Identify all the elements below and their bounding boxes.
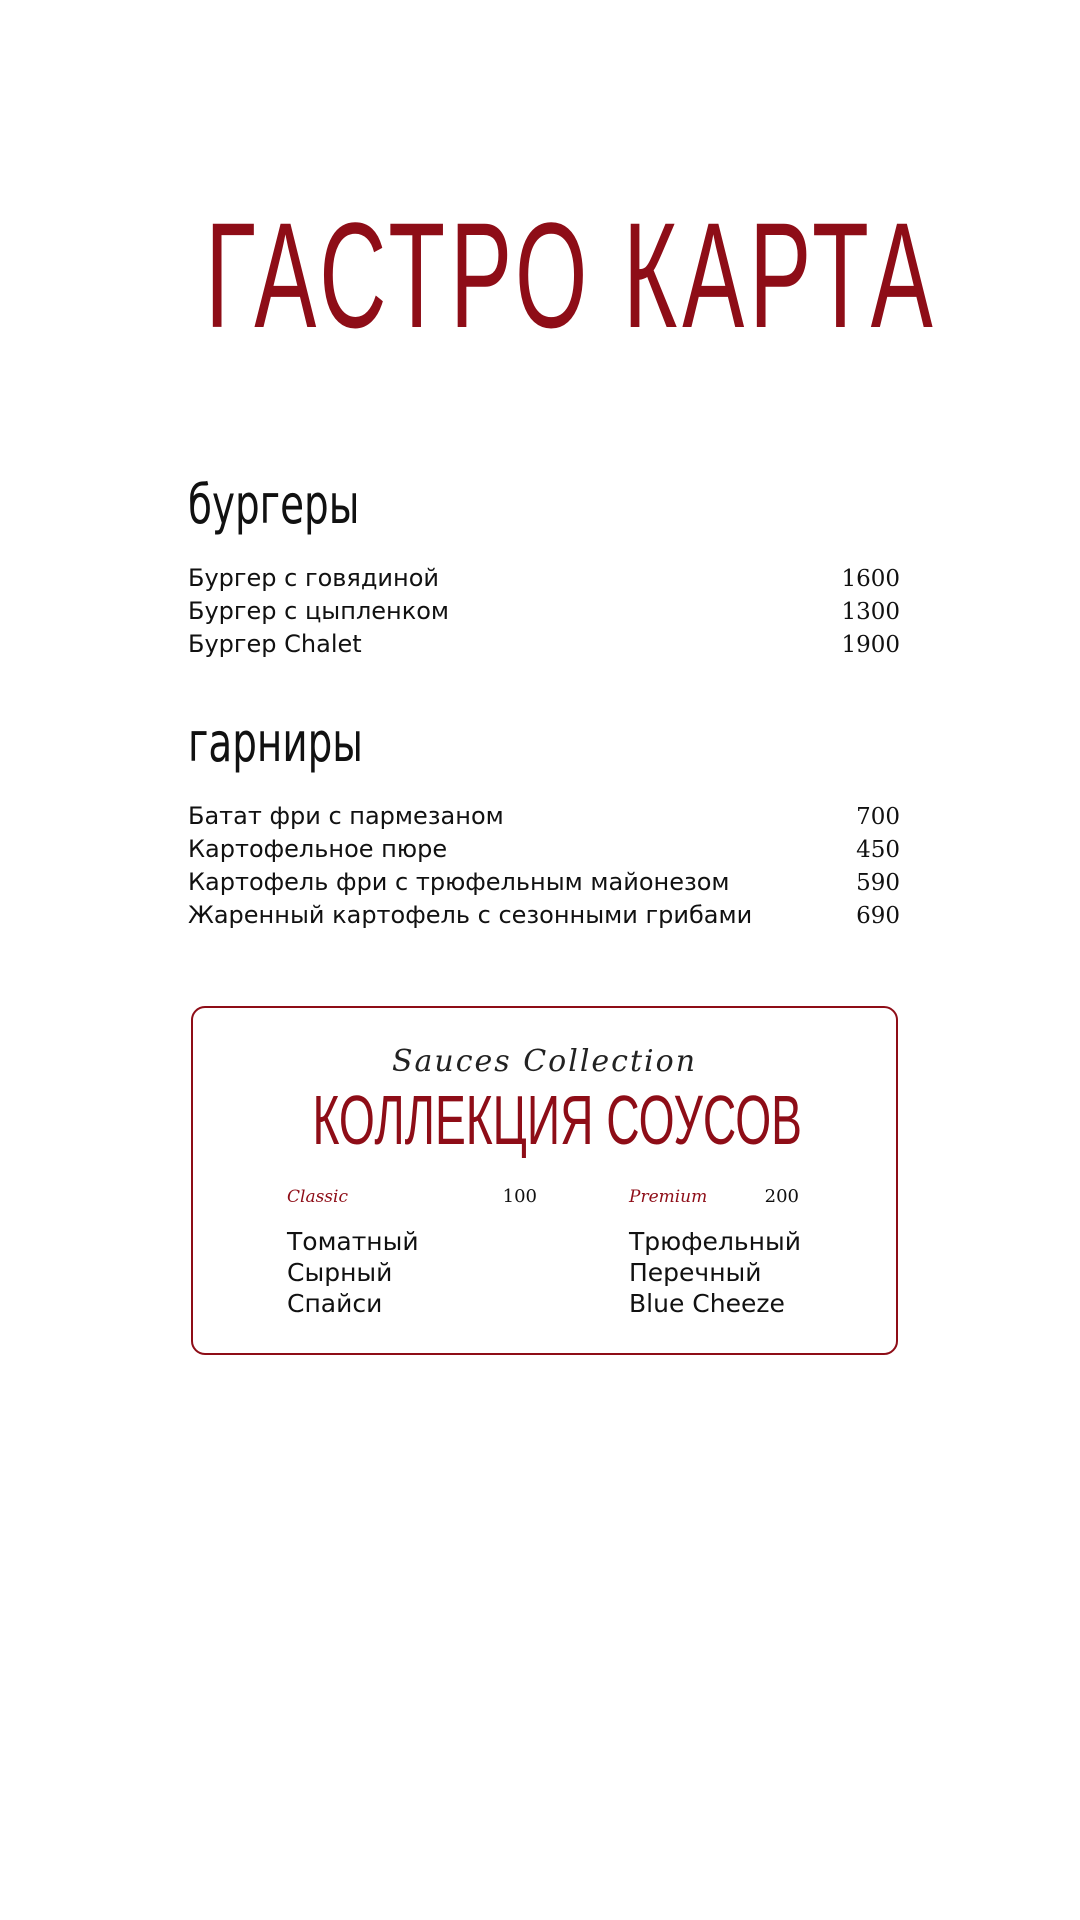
menu-item-name: Бургер с говядиной [188, 564, 440, 592]
sauces-script-title: Sauces Collection [391, 1044, 698, 1079]
brand-logo: ГАСТРО КАРТА [205, 191, 938, 359]
menu-item [188, 628, 900, 661]
menu-item-price: 590 [856, 870, 900, 896]
burgers-heading: бургеры [188, 473, 360, 536]
menu-item [188, 595, 900, 628]
menu-item [188, 866, 900, 899]
menu-item-price: 450 [856, 837, 900, 863]
sauces-panel [191, 1006, 898, 1355]
sauce-item: Перечный [629, 1258, 762, 1287]
sauces-classic-price: 100 [502, 1186, 537, 1207]
sides-heading: гарниры [188, 711, 364, 774]
sauces-title: КОЛЛЕКЦИЯ СОУСОВ [312, 1081, 802, 1159]
menu-item-name: Картофель фри с трюфельным майонезом [188, 868, 730, 896]
menu-item [188, 899, 900, 932]
burgers-section [188, 474, 900, 661]
sauces-premium-column [629, 1186, 879, 1319]
menu-item-price: 1900 [841, 632, 900, 658]
sauces-classic-header [287, 1186, 537, 1226]
sauces-classic-column [287, 1186, 537, 1319]
sauce-item: Томатный [287, 1227, 419, 1256]
menu-item-name: Бургер с цыпленком [188, 597, 450, 625]
sauces-premium-header [629, 1186, 879, 1226]
sauce-item: Трюфельный [629, 1227, 801, 1256]
menu-item-price: 1300 [841, 599, 900, 625]
menu-item-name: Бургер Chalet [188, 630, 362, 658]
menu-item-name: Картофельное пюре [188, 835, 448, 863]
sauces-premium-label: Premium [629, 1187, 708, 1207]
sauce-item: Спайси [287, 1289, 383, 1318]
sauce-item: Blue Cheeze [629, 1289, 785, 1318]
sauces-classic-label: Classic [287, 1187, 348, 1207]
menu-item [188, 562, 900, 595]
menu-item-price: 1600 [841, 566, 900, 592]
menu-item [188, 800, 900, 833]
menu-item [188, 833, 900, 866]
sauce-item: Сырный [287, 1258, 393, 1287]
menu-item-name: Жаренный картофель с сезонными грибами [188, 901, 753, 929]
sauces-premium-price: 200 [764, 1186, 799, 1207]
sides-section [188, 712, 900, 932]
menu-item-price: 700 [856, 804, 900, 830]
menu-item-name: Батат фри с пармезаном [188, 802, 504, 830]
menu-item-price: 690 [856, 903, 900, 929]
